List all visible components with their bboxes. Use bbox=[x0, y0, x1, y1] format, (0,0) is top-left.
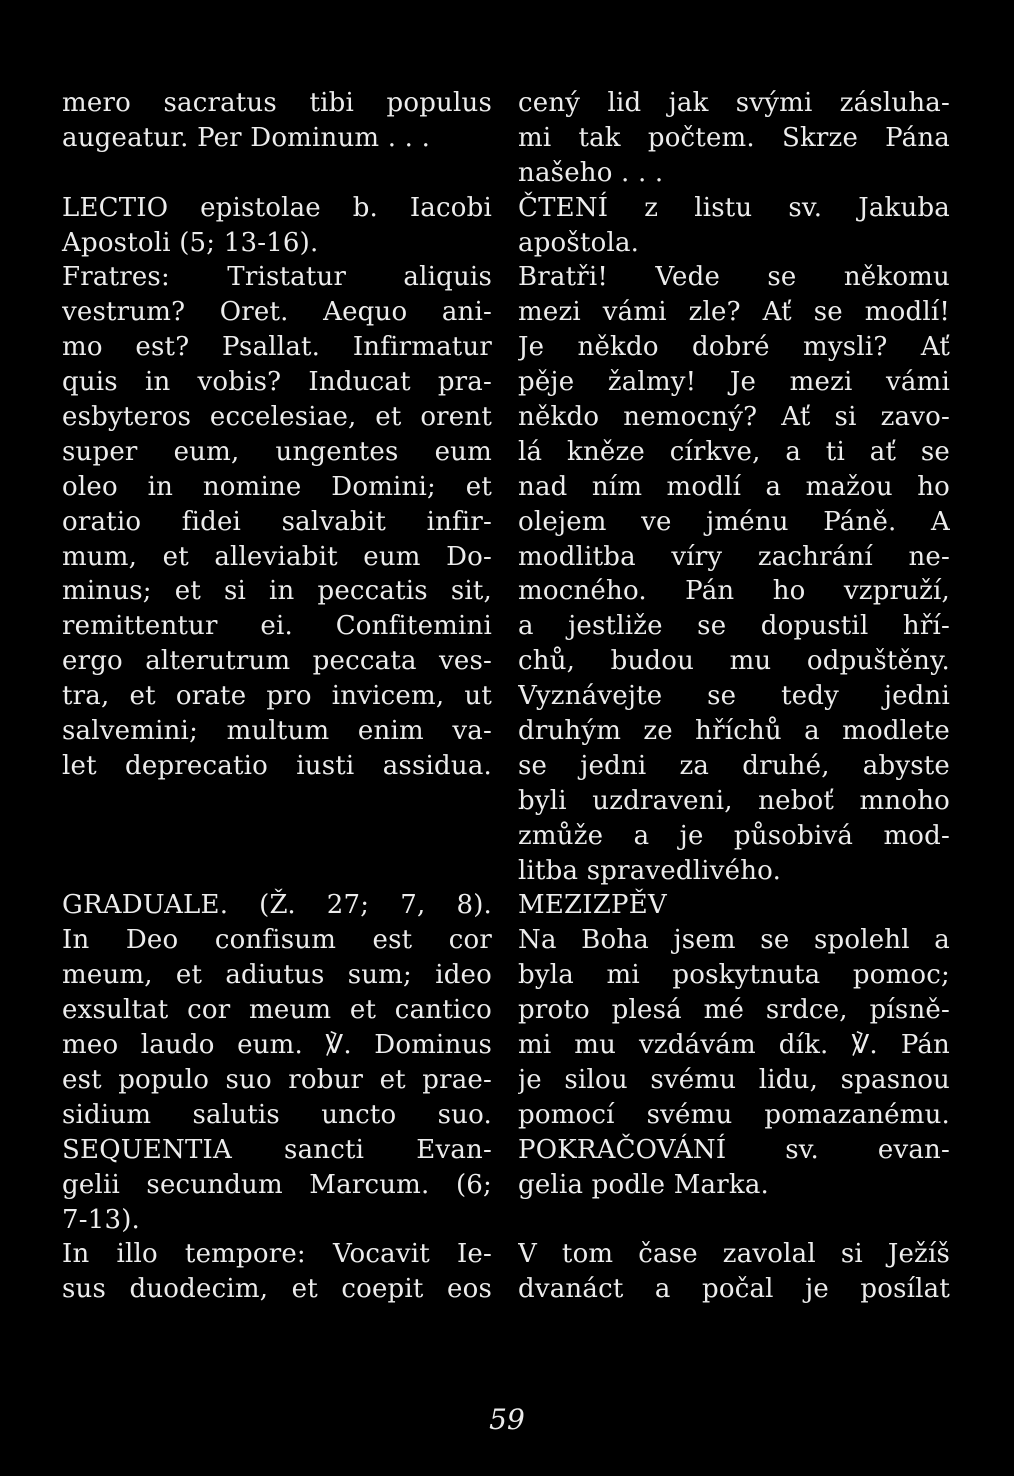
czech-text-line: olejem ve jménu Páně. A bbox=[518, 506, 950, 537]
czech-text-line: cený lid jak svými zásluha- bbox=[518, 88, 950, 118]
latin-column bbox=[62, 86, 492, 1307]
czech-text-line: dvanáct a počal je posílat bbox=[518, 1274, 950, 1305]
czech-column bbox=[518, 86, 950, 1307]
czech-text-line: je silou svému lidu, spasnou bbox=[518, 1064, 950, 1095]
latin-text-line: meum, et adiutus sum; ideo bbox=[62, 960, 492, 991]
czech-text-line: Je někdo dobré mysli? Ať bbox=[518, 332, 950, 363]
page-number: 59 bbox=[489, 1403, 525, 1436]
latin-text-line: mero sacratus tibi populus bbox=[62, 88, 492, 118]
latin-text-line: ergo alterutrum peccata ves- bbox=[62, 646, 492, 677]
latin-text-line: gelii secundum Marcum. (6; bbox=[62, 1169, 492, 1200]
czech-text-line: Bratři! Vede se někomu bbox=[518, 262, 950, 293]
czech-text-line: byla mi poskytnuta pomoc; bbox=[518, 960, 950, 991]
latin-text-line: exsultat cor meum et cantico bbox=[62, 995, 492, 1026]
czech-text-line: mi mu vzdávám dík. ℣. Pán bbox=[518, 1030, 950, 1061]
latin-text-line: sidium salutis uncto suo. bbox=[62, 1099, 492, 1130]
czech-text-line: litba spravedlivého. bbox=[518, 855, 782, 886]
latin-text-line: 7-13). bbox=[62, 1204, 141, 1235]
czech-text-line: lá kněze církve, a ti ať se bbox=[518, 436, 950, 467]
czech-text-line: Na Boha jsem se spolehl a bbox=[518, 925, 950, 956]
latin-text-line: LECTIO epistolae b. Iacobi bbox=[62, 192, 492, 223]
latin-text-line: mo est? Psallat. Infirmatur bbox=[62, 332, 492, 363]
czech-text-line: byli uzdraveni, neboť mnoho bbox=[518, 785, 950, 816]
czech-text-line: apoštola. bbox=[518, 227, 640, 258]
czech-text-line: mezi vámi zle? Ať se modlí! bbox=[518, 297, 950, 328]
latin-text-line: In Deo confisum est cor bbox=[62, 925, 492, 956]
latin-text-line: salvemini; multum enim va- bbox=[62, 716, 492, 747]
latin-text-line: oleo in nomine Domini; et bbox=[62, 471, 492, 502]
latin-text-line: super eum, ungentes eum bbox=[62, 436, 492, 467]
latin-text-line: sus duodecim, et coepit eos bbox=[62, 1274, 492, 1305]
latin-text-line: Fratres: Tristatur aliquis bbox=[62, 262, 492, 293]
latin-text-line: vestrum? Oret. Aequo ani- bbox=[62, 297, 492, 328]
czech-text-line: Vyznávejte se tedy jedni bbox=[518, 681, 950, 712]
latin-text-line: GRADUALE. (Ž. 27; 7, 8). bbox=[62, 890, 492, 921]
czech-text-line: MEZIZPĚV bbox=[518, 890, 667, 921]
latin-blank-line bbox=[62, 819, 492, 854]
czech-text-line: V tom čase zavolal si Ježíš bbox=[518, 1239, 950, 1270]
latin-blank-line bbox=[62, 156, 492, 191]
czech-text-line: našeho . . . bbox=[518, 157, 664, 188]
czech-text-line: mocného. Pán ho vzpruží, bbox=[518, 576, 950, 607]
czech-text-line: a jestliže se dopustil hří- bbox=[518, 611, 950, 642]
czech-text-line: proto plesá mé srdce, písně- bbox=[518, 995, 950, 1026]
latin-text-line: augeatur. Per Dominum . . . bbox=[62, 122, 431, 153]
latin-text-line: tra, et orate pro invicem, ut bbox=[62, 681, 492, 712]
latin-text-line: Apostoli (5; 13-16). bbox=[62, 227, 319, 258]
czech-text-line: někdo nemocný? Ať si zavo- bbox=[518, 402, 950, 433]
latin-text-line: mum, et alleviabit eum Do- bbox=[62, 541, 492, 572]
czech-text-line: pomocí svému pomazanému. bbox=[518, 1099, 950, 1130]
latin-text-line: In illo tempore: Vocavit Ie- bbox=[62, 1239, 492, 1270]
latin-text-line: remittentur ei. Confitemini bbox=[62, 611, 492, 642]
latin-text-line: est populo suo robur et prae- bbox=[62, 1064, 492, 1095]
latin-text-line: esbyteros eccelesiae, et orent bbox=[62, 402, 492, 433]
czech-text-line: gelia podle Marka. bbox=[518, 1169, 770, 1200]
czech-text-line: ČTENÍ z listu sv. Jakuba bbox=[518, 192, 950, 223]
czech-text-line: zmůže a je působivá mod- bbox=[518, 820, 950, 851]
czech-text-line: druhým ze hříchů a modlete bbox=[518, 716, 950, 747]
czech-text-line: se jedni za druhé, abyste bbox=[518, 750, 950, 781]
latin-blank-line bbox=[62, 854, 492, 889]
czech-text-line: chů, budou mu odpuštěny. bbox=[518, 646, 950, 677]
czech-text-line: mi tak počtem. Skrze Pána bbox=[518, 122, 950, 153]
latin-blank-line bbox=[62, 784, 492, 819]
latin-text-line: oratio fidei salvabit infir- bbox=[62, 506, 492, 537]
latin-text-line: meo laudo eum. ℣. Dominus bbox=[62, 1030, 492, 1061]
latin-text-line: quis in vobis? Inducat pra- bbox=[62, 367, 492, 398]
czech-text-line: modlitba víry zachrání ne- bbox=[518, 541, 950, 572]
latin-text-line: let deprecatio iusti assidua. bbox=[62, 750, 492, 781]
czech-text-line: pěje žalmy! Je mezi vámi bbox=[518, 367, 950, 398]
latin-text-line: SEQUENTIA sancti Evan- bbox=[62, 1134, 492, 1165]
czech-text-line: nad ním modlí a mažou ho bbox=[518, 471, 950, 502]
latin-text-line: minus; et si in peccatis sit, bbox=[62, 576, 492, 607]
czech-blank-line bbox=[518, 1203, 950, 1238]
czech-text-line: POKRAČOVÁNÍ sv. evan- bbox=[518, 1134, 950, 1165]
